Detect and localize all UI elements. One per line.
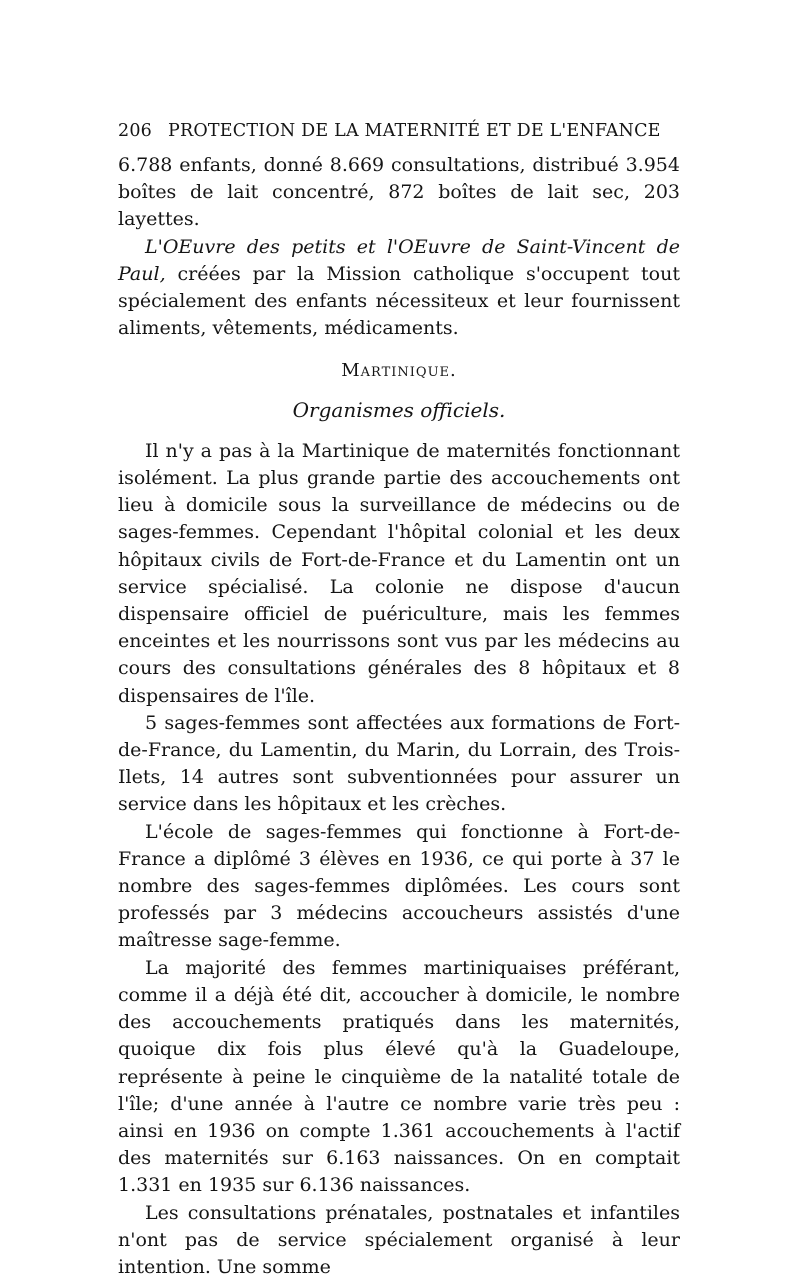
- paragraph-continuation: 6.788 enfants, donné 8.669 consultations, distribué 3.954 boîtes de lait concentré, 872 boîtes de lait sec, 203 layettes.: [118, 154, 680, 231]
- paragraph-sages-femmes: 5 sages-femmes sont affectées aux formations de Fort-de-France, du Lamentin, du Marin, du Lorrain, des Trois-Ilets, 14 autres sont subventionnées pour assurer un service dans les hôpitaux et les crèches.: [118, 711, 680, 816]
- paragraph-maternites: Il n'y a pas à la Martinique de maternités fonctionnant isolément. La plus grande partie des accouchements ont lieu à domicile sous la surveillance de médecins ou de sages-femmes. Cependant l'hôpital colonial et les deux hôpitaux civils de Fort-de-France et du Lamentin ont un service spécialisé. La colonie ne dispose d'aucun dispensaire officiel de puériculture, mais les femmes enceintes et les nourrissons sont vus par les médecins au cours des consultations générales des 8 hôpitaux et 8 dispensaires de l'île.: [118, 439, 680, 707]
- section-subheading: Organismes officiels.: [292, 397, 506, 422]
- paragraph-consultations: Les consultations prénatales, postnatales et infantiles n'ont pas de service spécialement organisé à leur intention. Une somme: [118, 1201, 680, 1278]
- oeuvres-description: créées par la Mission catholique s'occupent tout spécialement des enfants nécessiteux et leur fournissent aliments, vêtements, médicaments.: [118, 262, 680, 340]
- paragraph-accouchements: La majorité des femmes martiniquaises préférant, comme il a déjà été dit, accoucher à domicile, le nombre des accouchements pratiqués dans les maternités, quoique dix fois plus élevé qu'à la Guadeloupe, représente à peine le cinquième de la natalité totale de l'île; d'une année à l'autre ce nombre varie très peu : ainsi en 1936 on compte 1.361 accouchements à l'actif des maternités sur 6.163 naissances. On en comptait 1.331 en 1935 sur 6.136 naissances.: [118, 956, 680, 1197]
- paragraph-ecole: L'école de sages-femmes qui fonctionne à Fort-de-France a diplômé 3 élèves en 1936, ce qui porte à 37 le nombre des sages-femmes diplômées. Les cours sont professés par 3 médecins accoucheurs assistés d'une maîtresse sage-femme.: [118, 820, 680, 952]
- section-heading: Martinique.: [341, 360, 457, 382]
- paragraph-oeuvres: [118, 234, 680, 343]
- running-header: [118, 120, 680, 142]
- running-title: PROTECTION DE LA MATERNITÉ ET DE L'ENFANCE: [168, 121, 661, 141]
- oeuvres-names: L'OEuvre des petits et l'OEuvre de Saint-Vincent de Paul,: [118, 235, 680, 285]
- body-text: [118, 152, 680, 1281]
- page-number: 206: [118, 121, 153, 141]
